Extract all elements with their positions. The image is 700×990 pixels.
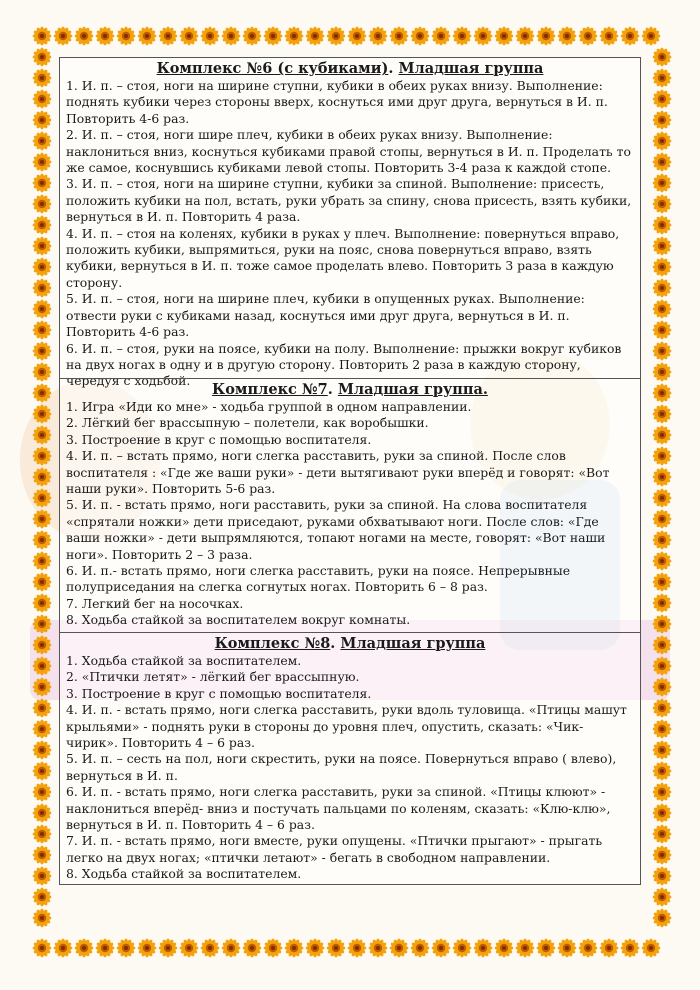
sunflower-icon: [653, 489, 672, 508]
sunflower-icon: [54, 27, 73, 46]
sunflower-icon: [33, 258, 52, 277]
sunflower-icon: [33, 342, 52, 361]
sunflower-icon: [516, 27, 535, 46]
sunflower-icon: [138, 27, 157, 46]
complex-7-title-sep: .: [327, 381, 338, 398]
sunflower-icon: [558, 27, 577, 46]
list-item: 6. И. п. - встать прямо, ноги слегка расставить, руки за спиной. «Птицы клюют» - наклониться вперёд- вниз и постучать пальцами по коленям, сказать: «Клю-клю», вернуться в И. п. Повторить 4 – 6 раз.: [66, 784, 611, 833]
sunflower-icon: [453, 939, 472, 958]
sunflower-icon: [653, 426, 672, 445]
sunflower-icon: [201, 939, 220, 958]
sunflower-icon: [432, 939, 451, 958]
sunflower-icon: [653, 69, 672, 88]
complex-8-section: [60, 632, 640, 886]
complex-8-title-sep: .: [330, 635, 341, 652]
sunflower-icon: [653, 321, 672, 340]
sunflower-icon: [621, 939, 640, 958]
complex-7-title-group: Младшая группа.: [337, 381, 488, 398]
sunflower-icon: [411, 939, 430, 958]
sunflower-icon: [75, 27, 94, 46]
list-item: 5. И. п. - встать прямо, ноги расставить, руки за спиной. На слова воспитателя «спрятали ножки» дети приседают, руками обхватывают ноги. После слов: «Где ваши ножки» - дети выпрямляются, топают ногами на месте, говорят: «Вот наши ноги». Повторить 2 – 3 раза.: [66, 497, 606, 562]
sunflower-icon: [653, 720, 672, 739]
sunflower-icon: [653, 237, 672, 256]
sunflower-icon: [653, 510, 672, 529]
list-item: 5. И. п. – сесть на пол, ноги скрестить, руки на поясе. Повернуться вправо ( влево), вернуться в И. п.: [66, 751, 617, 783]
sunflower-icon: [558, 939, 577, 958]
sunflower-icon: [653, 867, 672, 886]
sunflower-icon: [180, 939, 199, 958]
sunflower-icon: [243, 939, 262, 958]
sunflower-icon: [653, 594, 672, 613]
list-item: 4. И. п. – встать прямо, ноги слегка расставить, руки за спиной. После слов воспитателя : «Где же ваши руки» - дети вытягивают руки вперёд и говорят: «Вот наши руки». Повторить 5-6 раз.: [66, 448, 610, 497]
list-item: 6. И. п. – стоя, руки на поясе, кубики на полу. Выполнение: прыжки вокруг кубиков на двух ногах в одну и в другую сторону. Повторить 2 раза в каждую сторону, чередуя с ходьбой.: [66, 340, 622, 389]
list-item: 2. «Птички летят» - лёгкий бег врассыпную.: [66, 669, 360, 685]
list-item: 4. И. п. – стоя на коленях, кубики в руках у плеч. Выполнение: повернуться вправо, положить кубики, выпрямиться, руки на пояс, снова повернуться вправо, взять кубики, вернуться в И. п. тоже самое проделать влево. Повторить 3 раза в каждую сторону.: [66, 225, 620, 290]
sunflower-icon: [117, 939, 136, 958]
sunflower-icon: [117, 27, 136, 46]
sunflower-icon: [537, 939, 556, 958]
complex-6-title-name: Комплекс №6 (с кубиками): [156, 60, 389, 77]
sunflower-icon: [285, 939, 304, 958]
list-item: 7. И. п. - встать прямо, ноги вместе, руки опущены. «Птички прыгают» - прыгать легко на двух ногах; «птички летают» - бегать в свободном направлении.: [66, 833, 603, 865]
sunflower-icon: [390, 939, 409, 958]
sunflower-icon: [653, 90, 672, 109]
sunflower-icon: [33, 132, 52, 151]
list-item: 3. Построение в круг с помощью воспитателя.: [66, 431, 372, 447]
sunflower-icon: [653, 174, 672, 193]
sunflower-icon: [222, 939, 241, 958]
sunflower-icon: [474, 27, 493, 46]
exercise-panel: [59, 57, 641, 885]
sunflower-icon: [653, 573, 672, 592]
sunflower-icon: [327, 939, 346, 958]
sunflower-icon: [327, 27, 346, 46]
sunflower-icon: [54, 939, 73, 958]
complex-6-title: [66, 58, 634, 78]
sunflower-icon: [33, 699, 52, 718]
sunflower-icon: [33, 300, 52, 319]
sunflower-icon: [33, 783, 52, 802]
list-item: 2. И. п. – стоя, ноги шире плеч, кубики в обеих руках внизу. Выполнение: наклониться вниз, коснуться кубиками правой стопы, вернуться в И. п. Проделать то же самое, коснувшись кубиками левой стопы. Повторить 3-4 раза к каждой стопе.: [66, 127, 631, 176]
complex-7-list: [66, 399, 634, 629]
sunflower-icon: [411, 27, 430, 46]
sunflower-icon: [33, 237, 52, 256]
sunflower-icon: [243, 27, 262, 46]
complex-6-section: [60, 58, 640, 389]
sunflower-icon: [653, 195, 672, 214]
sunflower-icon: [516, 939, 535, 958]
sunflower-icon: [33, 867, 52, 886]
sunflower-icon: [432, 27, 451, 46]
sunflower-icon: [33, 804, 52, 823]
complex-8-title: [66, 633, 634, 653]
list-item: 6. И. п.- встать прямо, ноги слегка расставить, руки на поясе. Непрерывные полуприседания на слегка согнутых ногах. Повторить 6 – 8 раз.: [66, 563, 571, 595]
sunflower-icon: [33, 279, 52, 298]
sunflower-icon: [653, 846, 672, 865]
sunflower-icon: [33, 825, 52, 844]
sunflower-icon: [33, 27, 52, 46]
sunflower-icon: [201, 27, 220, 46]
sunflower-icon: [306, 27, 325, 46]
complex-8-title-name: Комплекс №8: [214, 635, 331, 652]
list-item: 5. И. п. – стоя, ноги на ширине плеч, кубики в опущенных руках. Выполнение: отвести руки с кубиками назад, коснуться ими друг друга, вернуться в И. п. Повторить 4-6 раз.: [66, 291, 585, 340]
sunflower-icon: [642, 27, 661, 46]
sunflower-icon: [348, 27, 367, 46]
complex-7-title-name: Комплекс №7: [212, 381, 328, 398]
sunflower-icon: [33, 90, 52, 109]
sunflower-icon: [264, 27, 283, 46]
sunflower-icon: [653, 279, 672, 298]
list-item: 7. Легкий бег на носочках.: [66, 595, 244, 611]
sunflower-icon: [33, 762, 52, 781]
sunflower-icon: [264, 939, 283, 958]
sunflower-icon: [653, 132, 672, 151]
sunflower-icon: [33, 573, 52, 592]
list-item: 8. Ходьба стайкой за воспитателем вокруг комнаты.: [66, 612, 411, 628]
sunflower-icon: [653, 405, 672, 424]
sunflower-icon: [33, 153, 52, 172]
sunflower-icon: [653, 447, 672, 466]
complex-6-title-sep: .: [388, 60, 399, 77]
sunflower-icon: [285, 27, 304, 46]
sunflower-icon: [33, 195, 52, 214]
sunflower-icon: [33, 720, 52, 739]
sunflower-icon: [75, 939, 94, 958]
sunflower-icon: [33, 111, 52, 130]
sunflower-icon: [653, 111, 672, 130]
list-item: 3. И. п. – стоя, ноги на ширине ступни, кубики за спиной. Выполнение: присесть, положить кубики на пол, встать, руки убрать за спину, снова присесть, взять кубики, вернуться в И. п. Повторить 4 раза.: [66, 176, 632, 225]
sunflower-icon: [642, 939, 661, 958]
sunflower-icon: [600, 27, 619, 46]
sunflower-icon: [159, 27, 178, 46]
list-item: 3. Построение в круг с помощью воспитателя.: [66, 685, 372, 701]
list-item: 1. И. п. – стоя, ноги на ширине ступни, кубики в обеих руках внизу. Выполнение: поднять кубики через стороны вверх, коснуться ими друг друга, вернуться в И. п. Повторить 4-6 раз.: [66, 78, 608, 126]
sunflower-icon: [579, 939, 598, 958]
sunflower-icon: [306, 939, 325, 958]
sunflower-icon: [621, 27, 640, 46]
sunflower-icon: [653, 825, 672, 844]
sunflower-icon: [453, 27, 472, 46]
sunflower-icon: [653, 468, 672, 487]
sunflower-icon: [653, 783, 672, 802]
sunflower-icon: [495, 939, 514, 958]
sunflower-icon: [138, 939, 157, 958]
sunflower-icon: [96, 939, 115, 958]
sunflower-icon: [653, 909, 672, 928]
sunflower-icon: [653, 363, 672, 382]
sunflower-icon: [653, 699, 672, 718]
sunflower-icon: [33, 594, 52, 613]
sunflower-icon: [33, 888, 52, 907]
sunflower-icon: [96, 27, 115, 46]
sunflower-icon: [33, 321, 52, 340]
sunflower-icon: [495, 27, 514, 46]
complex-6-list: [66, 78, 634, 390]
sunflower-icon: [33, 552, 52, 571]
sunflower-icon: [653, 153, 672, 172]
sunflower-icon: [653, 300, 672, 319]
sunflower-icon: [653, 888, 672, 907]
sunflower-icon: [390, 27, 409, 46]
sunflower-icon: [537, 27, 556, 46]
sunflower-icon: [653, 552, 672, 571]
sunflower-icon: [222, 27, 241, 46]
sunflower-icon: [180, 27, 199, 46]
sunflower-icon: [653, 531, 672, 550]
sunflower-icon: [33, 363, 52, 382]
sunflower-icon: [600, 939, 619, 958]
sunflower-icon: [348, 939, 367, 958]
sunflower-icon: [653, 804, 672, 823]
complex-6-title-group: Младшая группа: [398, 60, 544, 77]
sunflower-icon: [159, 939, 178, 958]
sunflower-icon: [33, 216, 52, 235]
sunflower-icon: [33, 741, 52, 760]
sunflower-icon: [33, 846, 52, 865]
list-item: 1. Ходьба стайкой за воспитателем.: [66, 653, 302, 668]
list-item: 4. И. п. - встать прямо, ноги слегка расставить, руки вдоль туловища. «Птицы машут крыльями» - поднять руки в стороны до уровня плеч, опустить, сказать: «Чик-чирик». Повторить 4 – 6 раз.: [66, 702, 627, 751]
sunflower-icon: [369, 939, 388, 958]
sunflower-icon: [653, 216, 672, 235]
sunflower-icon: [369, 27, 388, 46]
sunflower-icon: [653, 741, 672, 760]
sunflower-icon: [474, 939, 493, 958]
complex-8-list: [66, 653, 634, 883]
complex-7-section: [60, 378, 640, 632]
sunflower-icon: [579, 27, 598, 46]
sunflower-icon: [33, 69, 52, 88]
sunflower-icon: [33, 939, 52, 958]
sunflower-icon: [33, 48, 52, 67]
sunflower-icon: [653, 342, 672, 361]
complex-8-title-group: Младшая группа: [340, 635, 486, 652]
sunflower-icon: [653, 48, 672, 67]
complex-7-title: [66, 379, 634, 399]
sunflower-icon: [653, 258, 672, 277]
list-item: 1. Игра «Иди ко мне» - ходьба группой в одном направлении.: [66, 399, 472, 414]
sunflower-icon: [33, 909, 52, 928]
sunflower-icon: [33, 174, 52, 193]
sunflower-icon: [653, 384, 672, 403]
list-item: 8. Ходьба стайкой за воспитателем.: [66, 866, 302, 882]
sunflower-icon: [33, 531, 52, 550]
list-item: 2. Лёгкий бег врассыпную – полетели, как воробышки.: [66, 415, 429, 431]
sunflower-icon: [653, 762, 672, 781]
